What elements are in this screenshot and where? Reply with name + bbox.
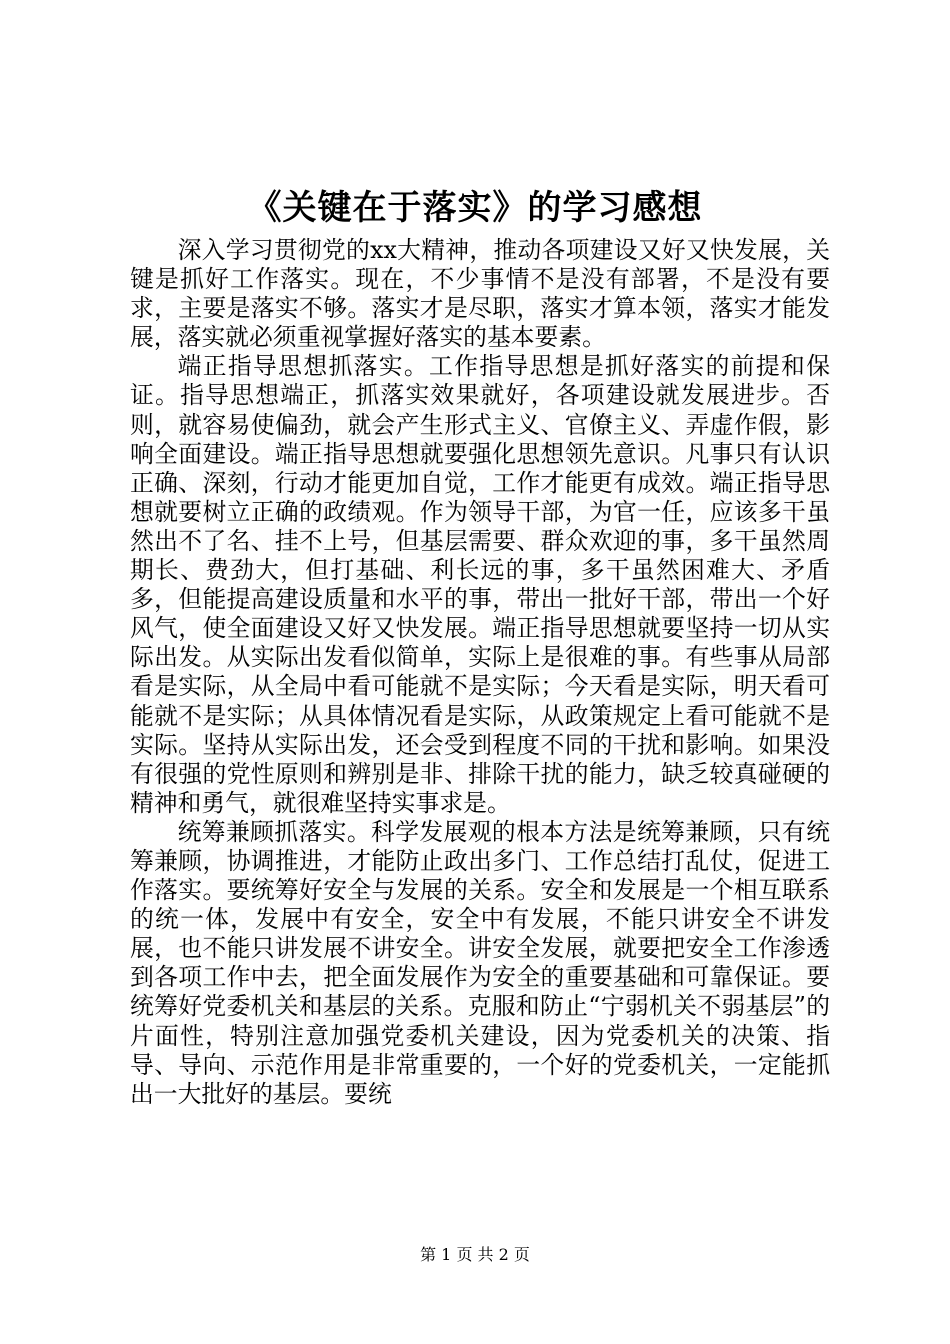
document-body: [130, 236, 830, 1109]
paragraph-intro: 深入学习贯彻党的xx大精神，推动各项建设又好又快发展，关键是抓好工作落实。现在，不少事情不是没有部署，不是没有要求，主要是落实不够。落实才是尽职，落实才算本领，落实才能发展，落实就必须重视掌握好落实的基本要素。: [130, 236, 830, 352]
paragraph-overall-planning: 统筹兼顾抓落实。科学发展观的根本方法是统筹兼顾，只有统筹兼顾，协调推进，才能防止政出多门、工作总结打乱仗，促进工作落实。要统筹好安全与发展的关系。安全和发展是一个相互联系的统一体，发展中有安全，安全中有发展，不能只讲安全不讲发展，也不能只讲发展不讲安全。讲安全发展，就要把安全工作渗透到各项工作中去，把全面发展作为安全的重要基础和可靠保证。要统筹好党委机关和基层的关系。克服和防止“宁弱机关不弱基层”的片面性，特别注意加强党委机关建设，因为党委机关的决策、指导、导向、示范作用是非常重要的，一个好的党委机关，一定能抓出一大批好的基层。要统: [130, 817, 830, 1108]
page-footer: 第 1 页 共 2 页: [420, 1245, 530, 1264]
document-title: 《关键在于落实》的学习感想: [247, 188, 703, 228]
paragraph-guiding-thought: 端正指导思想抓落实。工作指导思想是抓好落实的前提和保证。指导思想端正，抓落实效果就好，各项建设就发展进步。否则，就容易使偏劲，就会产生形式主义、官僚主义、弄虚作假，影响全面建设。端正指导思想就要强化思想领先意识。凡事只有认识正确、深刻，行动才能更加自觉，工作才能更有成效。端正指导思想就要树立正确的政绩观。作为领导干部，为官一任，应该多干虽然出不了名、挂不上号，但基层需要、群众欢迎的事，多干虽然周期长、费劲大，但打基础、利长远的事，多干虽然困难大、矛盾多，但能提高建设质量和水平的事，带出一批好干部，带出一个好风气，使全面建设又好又快发展。端正指导思想就要坚持一切从实际出发。从实际出发看似简单，实际上是很难的事。有些事从局部看是实际，从全局中看可能就不是实际；今天看是实际，明天看可能就不是实际；从具体情况看是实际，从政策规定上看可能就不是实际。坚持从实际出发，还会受到程度不同的干扰和影响。如果没有很强的党性原则和辨别是非、排除干扰的能力，缺乏较真碰硬的精神和勇气，就很难坚持实事求是。: [130, 352, 830, 817]
